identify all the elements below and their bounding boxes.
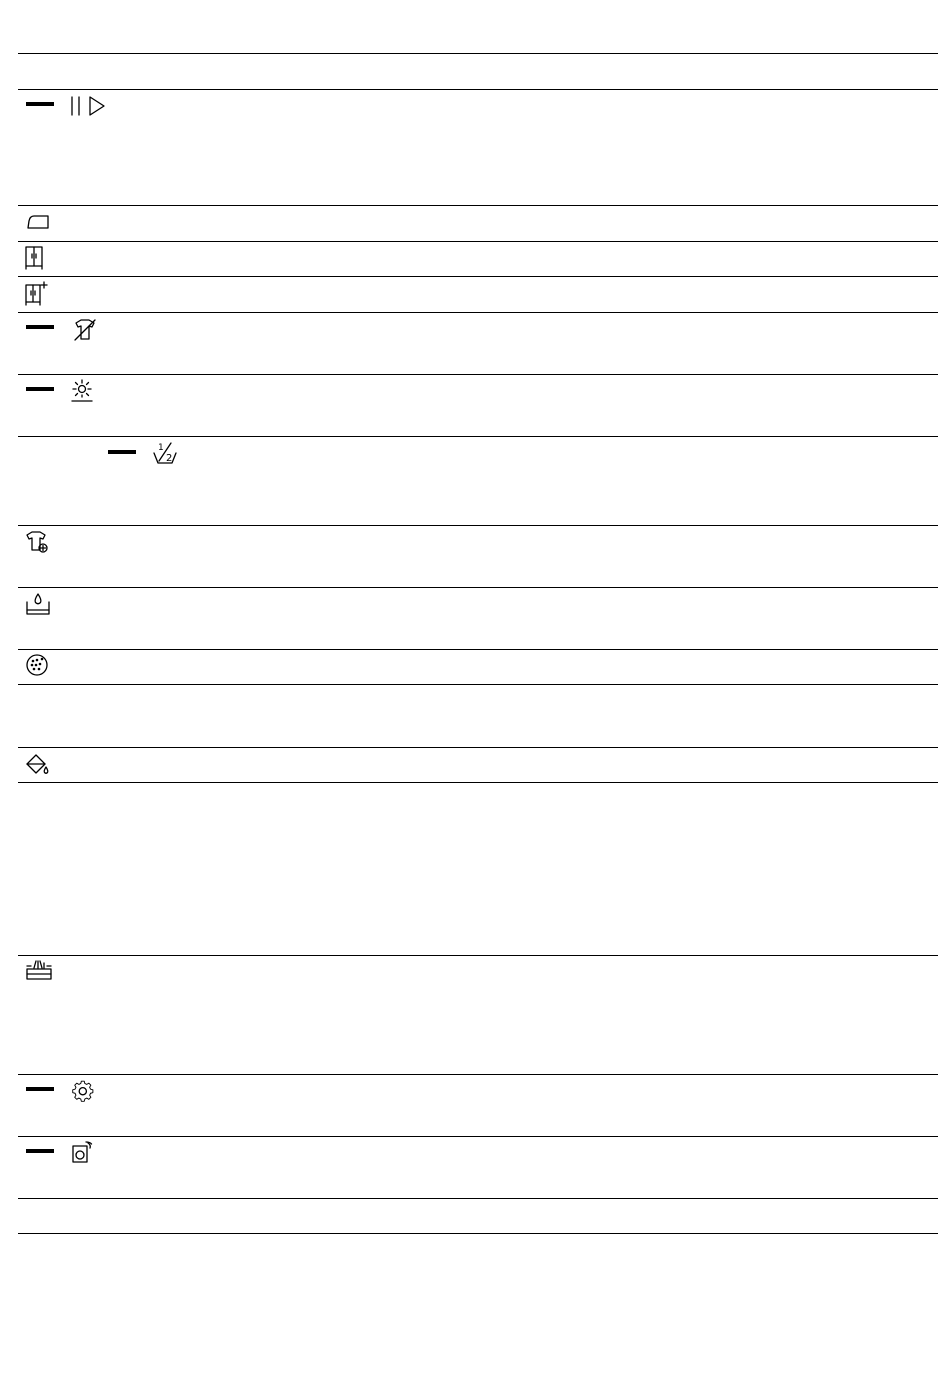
fluff-filter-icon — [23, 651, 53, 681]
extra-dry-icon — [22, 279, 52, 309]
row-divider — [18, 241, 938, 242]
dash-marker — [26, 387, 54, 391]
dash-marker — [108, 450, 136, 454]
row-divider — [18, 587, 938, 588]
empty-container-icon — [23, 750, 53, 780]
svg-text:1: 1 — [158, 443, 164, 453]
start-pause-icon — [68, 93, 108, 123]
shirt-plus-icon — [23, 528, 53, 558]
less-ironing-icon — [70, 315, 100, 345]
row-divider — [18, 436, 938, 437]
row-divider — [18, 205, 938, 206]
row-divider — [18, 312, 938, 313]
row-divider — [18, 1074, 938, 1075]
row-divider — [18, 747, 938, 748]
row-divider — [18, 955, 938, 956]
row-divider — [18, 782, 938, 783]
heat-exchanger-icon — [23, 958, 53, 988]
row-divider — [18, 649, 938, 650]
row-divider — [18, 374, 938, 375]
row-divider — [18, 276, 938, 277]
dash-marker — [26, 1149, 54, 1153]
dash-marker — [26, 325, 54, 329]
table-bottom-rule — [18, 1233, 938, 1234]
dash-marker — [26, 102, 54, 106]
gear-icon — [68, 1077, 98, 1107]
table-top-rule — [18, 53, 938, 54]
table-header-rule — [18, 89, 938, 90]
water-container-icon — [23, 590, 53, 620]
drum-icon — [68, 1139, 98, 1169]
row-divider — [18, 525, 938, 526]
row-divider — [18, 1136, 938, 1137]
cupboard-dry-icon — [22, 243, 52, 273]
row-divider — [18, 684, 938, 685]
iron-icon — [24, 208, 54, 238]
svg-text:2: 2 — [166, 453, 173, 464]
row-divider — [18, 1198, 938, 1199]
half-load-icon — [150, 439, 180, 469]
light-icon — [67, 377, 97, 407]
dash-marker — [26, 1087, 54, 1091]
